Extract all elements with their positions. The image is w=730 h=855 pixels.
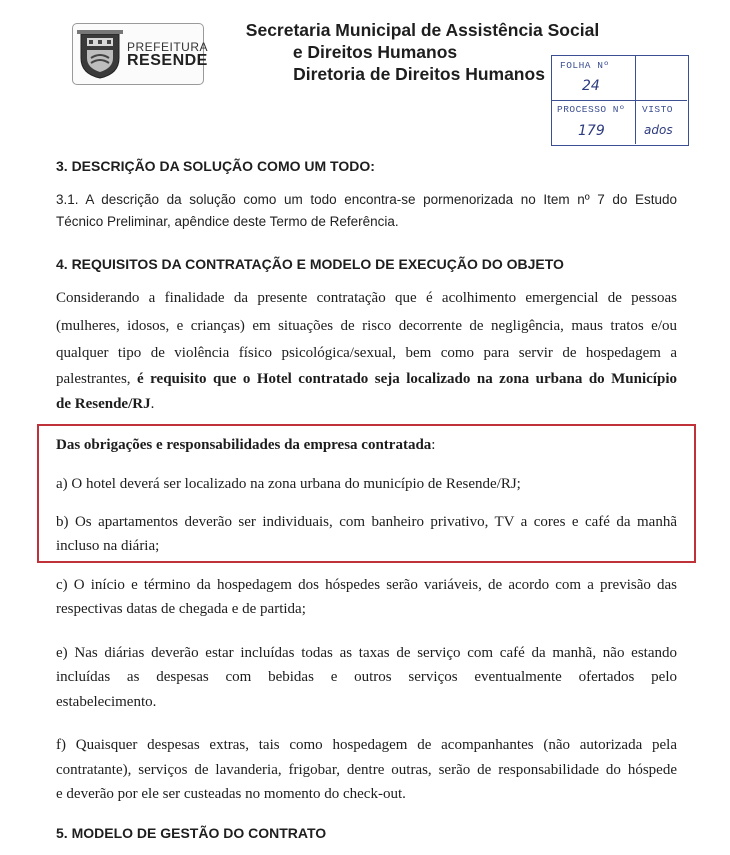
obligations-title (56, 437, 435, 454)
line5-bold-location: de Resende/RJ (56, 396, 151, 412)
logo-text-resende: RESENDE (127, 52, 208, 69)
stamp-visto-label: VISTO (642, 104, 674, 115)
item-b-line2: incluso na diária; (56, 538, 160, 554)
obligations-title-bold: Das obrigações e responsabilidades da empresa contratada (56, 437, 432, 453)
stamp-visto-signature: ados (644, 123, 673, 137)
item-f-line3: e deverão por ele ser custeadas no momento do check-out. (56, 786, 406, 802)
line4-bold-requirement: é requisito que o Hotel contratado seja localizado na zona urbana do Município (137, 371, 677, 387)
section4-intro-line5 (56, 396, 154, 413)
header-title-line3: Diretoria de Direitos Humanos (293, 64, 545, 84)
stamp-processo-label: PROCESSO Nº (557, 104, 626, 115)
section4-intro-line2: (mulheres, idosos, e crianças) em situações de risco decorrente de negligência, maus tratos e/ou (56, 318, 677, 334)
section4-intro-line4 (56, 371, 677, 388)
section4-heading: 4. REQUISITOS DA CONTRATAÇÃO E MODELO DE EXECUÇÃO DO OBJETO (56, 256, 564, 272)
item-c-line1: c) O início e término da hospedagem dos hóspedes serão variáveis, de acordo com a previsão das (56, 577, 677, 593)
item-e-line1: e) Nas diárias deverão estar incluídas todas as taxas de serviço com café da manhã, não estando (56, 645, 677, 661)
stamp-processo-value: 179 (578, 123, 605, 139)
section5-heading: 5. MODELO DE GESTÃO DO CONTRATO (56, 825, 327, 841)
stamp-folha-value: 24 (582, 78, 600, 94)
section3-paragraph-line1: 3.1. A descrição da solução como um todo encontra-se pormenorizada no Item nº 7 do Estudo (56, 192, 677, 207)
item-e-line2: incluídas as despesas com bebidas e outros serviços eventualmente ofertados pelo (56, 669, 677, 685)
section3-heading: 3. DESCRIÇÃO DA SOLUÇÃO COMO UM TODO: (56, 158, 375, 174)
item-a: a) O hotel deverá ser localizado na zona urbana do município de Resende/RJ; (56, 476, 521, 492)
item-f-line2: contratante), serviços de lavanderia, frigobar, dentre outras, serão de responsabilidade do hóspede (56, 762, 677, 778)
section3-paragraph-line2: Técnico Preliminar, apêndice deste Termo de Referência. (56, 214, 399, 229)
header-title-line2: e Direitos Humanos (292, 42, 458, 62)
line5-period: . (150, 396, 155, 412)
stamp-folha-label: FOLHA Nº (560, 60, 610, 71)
city-crest-icon (77, 28, 123, 80)
prefeitura-logo (72, 23, 209, 85)
line4-normal: palestrantes, (56, 371, 138, 387)
item-c-line2: respectivas datas de chegada e de partida; (56, 601, 306, 617)
stamp-divider-horizontal (552, 100, 687, 101)
logo-text-prefeitura: PREFEITURA (127, 40, 209, 54)
section4-intro-line3: qualquer tipo de violência físico psicológica/sexual, bem como para servir de hospedagem a (56, 345, 677, 361)
item-e-line3: estabelecimento. (56, 694, 157, 710)
header-title-line1: Secretaria Municipal de Assistência Social (245, 20, 600, 40)
item-b-line1: b) Os apartamentos deverão ser individuais, com banheiro privativo, TV a cores e café da manhã (56, 514, 677, 530)
folha-processo-stamp (551, 55, 689, 146)
section4-intro-line1: Considerando a finalidade da presente contratação que é acolhimento emergencial de pessoas (56, 290, 677, 306)
obligations-colon: : (431, 437, 436, 453)
item-f-line1: f) Quaisquer despesas extras, tais como hospedagem de acompanhantes (não autorizada pela (56, 737, 677, 753)
